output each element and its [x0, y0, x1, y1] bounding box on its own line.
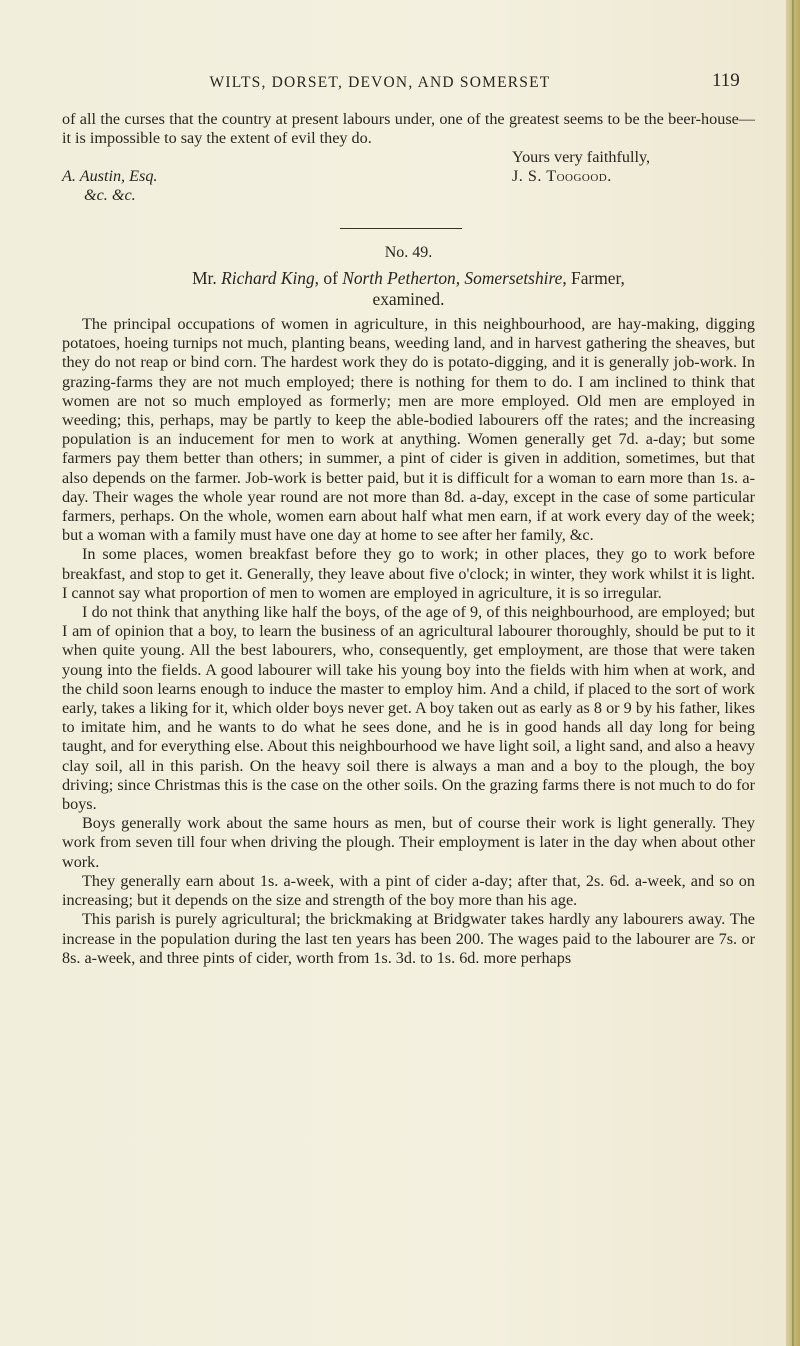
- letter-closing-paragraph: of all the curses that the country at present labours under, one of the greatest seems to be the beer-house—it is impossible to say the extent of evil they do.: [62, 110, 755, 148]
- binding-line: [792, 0, 794, 1346]
- witness-status: examined.: [372, 288, 445, 309]
- witness-occupation: , Farmer,: [562, 268, 625, 288]
- body-paragraph: The principal occupations of women in agriculture, in this neighbourhood, are hay-making, digging potatoes, hoeing turnips not much, planting beans, weeding land, and in harvest gathering the sheaves, but they do not reap or bind corn. The hardest work they do is potato-digging, and it is generally job-work. In grazing-farms they are not much employed; there is nothing for them to do. I am inclined to think that women are not so much employed as formerly; men are more employed. Old men are employed in weeding; this, perhaps, may be partly to keep the able-bodied labourers off the rates; and the increasing population is an inducement for men to work at anything. Women generally get 7d. a-day; but some farmers pay them better than others; in summer, a pint of cider is given in addition, sometimes, but that also depends on the farmer. Job-work is better paid, but it is difficult for a woman to earn more than 1s. a-day. Their wages the whole year round are not more than 8d. a-day, except in the case of some particular farmers, perhaps. On the whole, women earn about half what men earn, if at work every day of the week; but a woman with a family must have one day at home to see after her family, &c.: [62, 315, 755, 545]
- previous-letter-block: [62, 110, 755, 205]
- witness-place: North Petherton, Somersetshire: [342, 268, 563, 288]
- addressee-row: [62, 167, 755, 186]
- body-paragraph: They generally earn about 1s. a-week, with a pint of cider a-day; after that, 2s. 6d. a-week, and so on increasing; but it depends on the size and strength of the boy more than his age.: [62, 871, 755, 910]
- witness-of: , of: [314, 268, 338, 288]
- witness-heading: [62, 268, 755, 309]
- valediction: Yours very faithfully,: [512, 148, 651, 167]
- witness-prefix: Mr.: [192, 268, 217, 288]
- body-paragraph: This parish is purely agricultural; the brickmaking at Bridgwater takes hardly any labourers away. The increase in the population during the last ten years has been 200. The wages paid to the labourer are 7s. or 8s. a-week, and three pints of cider, worth from 1s. 3d. to 1s. 6d. more perhaps: [62, 910, 755, 967]
- body-paragraph: I do not think that anything like half the boys, of the age of 9, of this neighbourhood, are employed; but I am of opinion that a boy, to learn the business of an agricultural labourer thoroughly, should be put to it when quite young. All the best labourers, who, consequently, get employment, are those that were taken young into the fields. A good labourer will take his young boy into the fields with him when at work, and the child soon learns enough to induce the master to employ him. And a child, if placed to the sort of work early, takes a liking for it, which older boys never get. A boy taken out as early as 8 or 9 by his father, likes to imitate him, and he wants to do what he sees done, and he is in good hands all day long for being taught, and for everything else. About this neighbourhood we have light soil, a light sand, and also a heavy clay soil, all in this parish. On the heavy soil there is always a man and a boy to the plough, the boy driving; since Christmas this is the case on the other soils. On the grazing farms there is not much to do for boys.: [62, 603, 755, 814]
- body-paragraph: In some places, women breakfast before they go to work; in other places, they go to work before breakfast, and stop to get it. Generally, they leave about five o'clock; in winter, they work whilst it is light. I cannot say what proportion of men to women are employed in agriculture, it is so irregular.: [62, 545, 755, 602]
- testimony-body: [62, 315, 755, 968]
- running-title: WILTS, DORSET, DEVON, AND SOMERSET: [209, 74, 551, 91]
- section-number: No. 49.: [384, 244, 433, 261]
- addressee-etc: &c. &c.: [84, 186, 136, 205]
- body-paragraph: Boys generally work about the same hours as men, but of course their work is light generally. They work from seven till four when driving the plough. Their employment is later in the day when about other work.: [62, 814, 755, 871]
- section-divider: [340, 228, 462, 229]
- addressee-etc-row: [62, 186, 755, 205]
- valediction-row: [62, 148, 755, 167]
- addressee: A. Austin, Esq.: [62, 167, 158, 186]
- signature: J. S. Toogood.: [512, 167, 612, 186]
- page-number: 119: [712, 70, 740, 91]
- witness-name: Richard King: [221, 268, 315, 288]
